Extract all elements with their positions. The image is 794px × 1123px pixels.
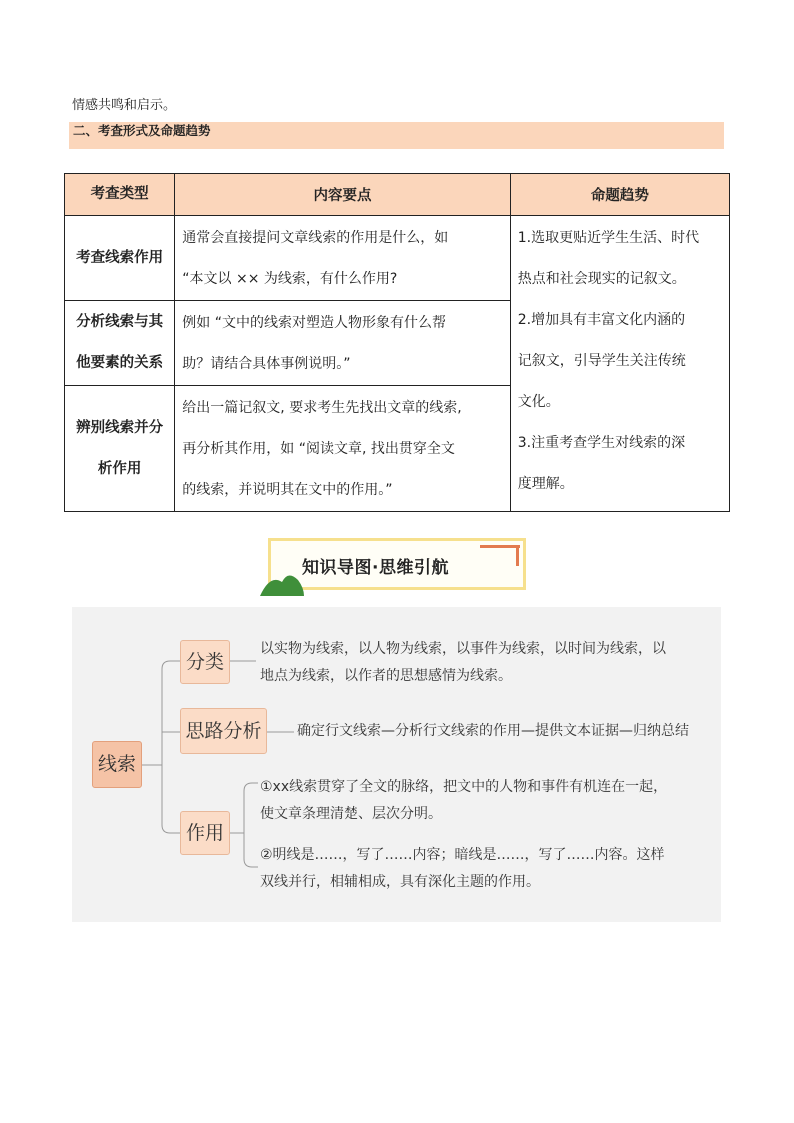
row-content-line: “本文以 ×× 为线索，有什么作用? — [182, 271, 398, 287]
row-type-line: 他要素的关系 — [76, 355, 164, 371]
function-text-line: ①xx线索贯穿了全文的脉络，把文中的人物和事件有机连在一起， — [260, 779, 668, 795]
header-content: 内容要点 — [175, 174, 510, 216]
header-type: 考查类型 — [65, 174, 175, 216]
row-content-line: 给出一篇记叙文, 要求考生先找出文章的线索, — [182, 400, 462, 416]
row-type — [65, 301, 175, 386]
trend-line: 2.增加具有丰富文化内涵的 — [517, 312, 686, 328]
category-text-line: 地点为线索，以作者的思想感情为线索。 — [260, 668, 512, 684]
mind-map-node-analysis: 思路分析 — [180, 708, 267, 754]
section-heading: 二、考查形式及命题趋势 — [69, 122, 724, 149]
mountain-icon — [258, 536, 308, 598]
exam-type-table — [64, 173, 730, 512]
row-content — [175, 301, 510, 386]
row-content-line: 的线索，并说明其在文中的作用。” — [182, 482, 393, 498]
table-row — [65, 216, 730, 301]
category-text — [260, 636, 700, 690]
row-type: 考查线索作用 — [65, 216, 175, 301]
trend-line: 热点和社会现实的记叙文。 — [517, 271, 686, 287]
intro-text: 情感共鸣和启示。 — [72, 98, 177, 113]
row-content — [175, 216, 510, 301]
banner-title: 知识导图·思维引航 — [302, 558, 449, 578]
row-content — [175, 386, 510, 512]
table-header-row — [65, 174, 730, 216]
row-type-line: 分析线索与其 — [76, 314, 164, 330]
row-type — [65, 386, 175, 512]
row-type-line: 析作用 — [97, 460, 142, 477]
analysis-text: 确定行文线索—分析行文线索的作用—提供文本证据—归纳总结 — [297, 723, 689, 739]
trend-line: 文化。 — [517, 394, 560, 410]
mind-map-node-function: 作用 — [180, 811, 230, 855]
banner-decoration — [516, 548, 519, 566]
knowledge-map-banner — [258, 536, 530, 598]
trend-line: 度理解。 — [517, 476, 574, 492]
header-trend: 命题趋势 — [510, 174, 729, 216]
row-content-line: 再分析其作用，如 “阅读文章, 找出贯穿全文 — [182, 441, 455, 457]
row-content-line: 通常会直接提问文章线索的作用是什么，如 — [182, 230, 449, 246]
function-text-line: 使文章条理清楚、层次分明。 — [260, 806, 442, 822]
function-text-line: ②明线是……，写了……内容；暗线是……，写了……内容。这样 — [260, 847, 665, 863]
category-text-line: 以实物为线索，以人物为线索，以事件为线索，以时间为线索，以 — [260, 641, 666, 657]
trend-line: 1.选取更贴近学生生活、时代 — [517, 230, 700, 246]
banner-decoration — [480, 545, 520, 548]
row-content-line: 例如 “文中的线索对塑造人物形象有什么帮 — [182, 315, 446, 331]
trend-cell — [510, 216, 729, 512]
mind-map — [72, 607, 721, 922]
function-item-2 — [260, 842, 700, 896]
mind-map-node-category: 分类 — [180, 640, 230, 684]
row-content-line: 助？请结合具体事例说明。” — [182, 356, 351, 372]
row-type-line: 辨别线索并分 — [76, 419, 164, 436]
trend-line: 3.注重考查学生对线索的深 — [517, 435, 686, 451]
function-item-1 — [260, 774, 700, 828]
trend-line: 记叙文，引导学生关注传统 — [517, 353, 686, 369]
mind-map-root: 线索 — [92, 741, 142, 788]
function-text-line: 双线并行，相辅相成，具有深化主题的作用。 — [260, 874, 540, 890]
